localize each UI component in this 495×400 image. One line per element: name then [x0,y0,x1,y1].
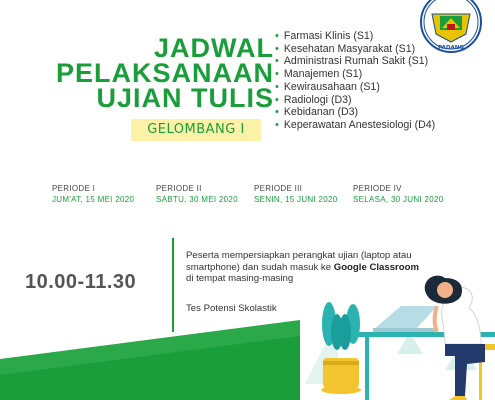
period-label: PERIODE III [254,184,303,193]
period-label: PERIODE IV [353,184,402,193]
period-date: SENIN, 15 JUNI 2020 [254,195,338,204]
page-title [24,33,274,113]
wave-label-badge: GELOMBANG I [131,119,261,141]
program-item: • Administrasi Rumah Sakit (S1) [275,55,435,68]
program-item: • Kesehatan Masyarakat (S1) [275,43,435,56]
logo-text: PADANG [438,45,464,51]
student-laptop-illustration [305,266,495,400]
title-line-1: JADWAL [154,33,274,63]
instruction-line-3: di tempat masing-masing [186,273,294,284]
divider-line [172,238,174,332]
program-list [275,30,435,132]
period-3 [254,184,338,206]
program-item: • Radiologi (D3) [275,94,435,107]
period-date: SELASA, 30 JUNI 2020 [353,195,444,204]
exam-time: 10.00-11.30 [25,271,137,293]
instruction-line-2-text: smartphone) dan sudah masuk ke [186,261,334,273]
instruction-line-1: Peserta mempersiapkan perangkat ujian (laptop atau [186,250,412,261]
program-item: • Keperawatan Anestesiologi (D4) [275,119,435,132]
program-item: • Kewirausahaan (S1) [275,81,435,94]
period-2 [156,184,238,206]
period-label: PERIODE I [52,184,96,193]
program-item: • Manajemen (S1) [275,68,435,81]
google-classroom-text: Google Classroom [333,261,420,273]
program-item: • Kebidanan (D3) [275,106,435,119]
test-name: Tes Potensi Skolastik [186,303,277,314]
title-line-3: UJIAN TULIS [96,83,274,113]
period-label: PERIODE II [156,184,202,193]
period-date: SABTU, 30 MEI 2020 [156,195,238,204]
title-line-2: PELAKSANAAN [55,58,274,88]
program-item: • Farmasi Klinis (S1) [275,30,435,43]
period-1 [52,184,134,206]
period-4 [353,184,444,206]
period-date: JUM'AT, 15 MEI 2020 [52,195,135,204]
